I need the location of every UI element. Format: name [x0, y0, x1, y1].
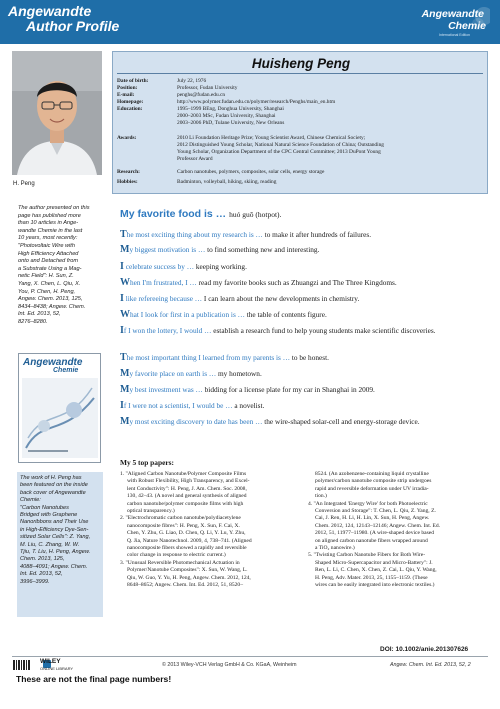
logo-subtitle: International Edition [439, 33, 470, 37]
qa-item [120, 353, 488, 363]
papers-heading: My 5 top papers: [120, 458, 174, 467]
note-line: 10 years, most recently: [18, 235, 78, 242]
qa-answer: keeping working. [194, 262, 247, 271]
paper-line: Ren, L. Li, C. Chen, X. Chen, Z. Cai, L. Qiu, Y. Wang, [315, 567, 437, 574]
qa-item [120, 385, 488, 395]
paper-line: Q. Jia, Nature Nanotechnol. 2009, 4, 738–741. (Aligned [127, 537, 252, 544]
section-title-line1: Angewandte [8, 3, 92, 19]
note-line: The author presented on this [18, 205, 90, 211]
header-banner [0, 0, 500, 44]
paper-line: Qiu, W. Guo, Y. Yu, H. Peng, Angew. Chem. 2012, 124, [127, 574, 251, 581]
field-value-awards-1: 2010 Li Foundation Heritage Prize; Young Scientist Award, Chinese Chemical Society; [177, 135, 366, 141]
paper-line: Chem. 2012, 124, 12143–12146; Angew. Chem. Int. Ed. [315, 522, 441, 529]
field-value-research: Carbon nanotubes, polymers, composites, solar cells, energy storage [177, 169, 325, 175]
paper-line: on aligned carbon nanotube fibers wrapped around [315, 537, 428, 544]
not-final-pages-notice: These are not the final page numbers! [16, 674, 172, 684]
field-value-hobbies: Badminton, volleyball, hiking, skiing, reading [177, 179, 277, 185]
cover-note-line: Tjiu, T. Liu, H. Peng, Angew. [20, 549, 91, 556]
journal-citation: Angew. Chem. Int. Ed. 2013, 52, 2 [390, 662, 471, 668]
paper-line: Chen, Y. Zhu, G. Liao, D. Chen, Q. Li, Y. Lu, Y. Zhu, [127, 530, 246, 537]
paper-line: color change in response to electric current.) [127, 552, 226, 559]
note-line: "Photovoltaic Wire with [18, 242, 75, 249]
qa-initial: I [120, 325, 124, 336]
logo-word-angewandte: Angewandte [421, 8, 484, 20]
paper-line: 5. "Twisting Carbon Nanotube Fibers for Both Wire- [308, 552, 426, 559]
cover-note-line: Int. Ed. 2013, 52, [20, 571, 63, 578]
qa-question: celebrate success by … [123, 262, 195, 271]
cover-note-line: The work of H. Peng has [20, 475, 82, 481]
note-line: High Efficiency Attached [18, 250, 79, 257]
field-label-research: Research: [117, 169, 140, 175]
qa-answer: the wire-shaped solar-cell and energy-storage device. [262, 417, 420, 426]
field-label-education: Education: [117, 106, 143, 112]
author-portrait [12, 51, 102, 175]
field-label-awards: Awards: [117, 135, 137, 141]
doi-link[interactable]: DOI: 10.1002/anie.201307626 [380, 646, 469, 653]
qa-answer: read my favorite books such as Zhuangzi and The Three Kingdoms. [196, 278, 397, 287]
qa-item [120, 230, 488, 240]
copyright-notice: © 2013 Wiley-VCH Verlag GmbH & Co. KGaA, Weinheim [162, 662, 297, 668]
field-label-position: Position: [117, 85, 138, 91]
qa-item [120, 294, 488, 304]
qa-answer: to find something new and interesting. [205, 245, 320, 254]
qa-answer: establish a research fund to help young students make scientific discoveries. [211, 326, 436, 335]
cover-note-line: M. Liu, C. Zhang, W. W. [20, 541, 80, 548]
paper-line: nanocomposite fibres": H. Peng, X. Sun, F. Cai, X. [127, 522, 240, 529]
qa-question: hat I look for first in a publication is … [130, 310, 245, 319]
paper-line: lent Conductivity": H. Peng, J. Am. Chem. Soc. 2008, [127, 485, 247, 492]
cover-note-line: Bridged with Graphene [20, 512, 78, 519]
qa-question: he most important thing I learned from my parents is … [126, 353, 291, 362]
qa-initial: W [120, 309, 130, 320]
qa-question: like refereeing because … [123, 294, 203, 303]
portrait-caption: H. Peng [13, 181, 35, 187]
qa-initial: M [120, 368, 130, 379]
field-label-email: E-mail: [117, 92, 135, 98]
note-line: 8434–8438; Angew. Chem. [18, 303, 86, 310]
qa-item [120, 310, 488, 320]
cover-note-line: in High-Efficiency Dye-Sen- [20, 526, 89, 533]
qa-initial: M [120, 416, 130, 427]
wiley-logo-subtitle: ONLINE LIBRARY [40, 666, 74, 671]
paper-line: optical transparency.) [127, 508, 175, 515]
qa-initial: M [120, 244, 130, 255]
paper-line: nanocomposite fibers showed a rapidly and reversible [127, 545, 247, 552]
note-line: netic Field": H. Sun, Z. [18, 273, 74, 280]
qa-question: f I were not a scientist, I would be … [123, 401, 233, 410]
qa-initial: T [120, 229, 127, 240]
portrait-illustration [12, 51, 102, 175]
qa-initial: T [120, 352, 127, 363]
qa-item [120, 278, 488, 288]
note-line: wandte Chemie in the last [18, 227, 83, 234]
paper-line: tion.) [315, 493, 327, 500]
field-value-awards-4: Professor Award [177, 156, 213, 162]
qa-answer: my hometown. [216, 369, 262, 378]
profile-info-box [112, 51, 488, 194]
field-label-hobbies: Hobbies: [117, 179, 138, 185]
note-line: Angew. Chem. 2013, 125, [18, 296, 83, 303]
note-line: than 10 articles in Ange- [18, 220, 79, 227]
field-value-position: Professor, Fudan University [177, 85, 238, 91]
cover-note-line: back cover of Angewandte [20, 489, 86, 496]
qa-answer: bidding for a license plate for my car in Shanghai in 2009. [202, 385, 375, 394]
paper-line: polymer/carbon nanotube composite strip undergoes [315, 478, 432, 485]
qa-question: hen I'm frustrated, I … [130, 278, 197, 287]
field-label-birth: Date of birth: [117, 78, 149, 84]
email-link[interactable]: penghs@fudan.edu.cn [177, 92, 226, 98]
cover-note-line: 4088–4091; Angew. Chem. [20, 563, 88, 570]
paper-line: 2012, 51, 11977–11980. (A wire-shaped device based [315, 530, 434, 537]
qa-question: y most exciting discovery to date has been … [129, 417, 263, 426]
qa-initial: I [120, 400, 124, 411]
qa-question: y favorite place on earth is … [129, 369, 217, 378]
paper-line: Polymer/Nanotube Composites": X. Sun, W. Wang, L. [127, 567, 248, 574]
cover-title-angewandte: Angewandte [23, 357, 83, 368]
qa-item [120, 401, 488, 411]
cover-note-line: "Carbon Nanotubes [20, 504, 69, 511]
qa-item [120, 326, 488, 336]
note-line: Int. Ed. 2013, 52, [18, 311, 61, 318]
qa-question: f I won the lottery, I would … [123, 326, 212, 335]
paper-line: Shaped Micro-Supercapacitor and Micro-Battery": J. [315, 559, 433, 566]
field-value-education-2: 2000–2003 MSc, Fudan University, Shanghai [177, 113, 276, 119]
note-line: 8276–8280. [18, 318, 48, 325]
cover-note-line: Chem. 2013, 125, [20, 556, 65, 563]
homepage-link[interactable]: http://www.polymer.fudan.edu.cn/polymer/research/Penghs/main_en.htm [177, 99, 336, 105]
author-name: Huisheng Peng [251, 56, 351, 71]
cover-artwork-icon [22, 378, 98, 458]
qa-item [120, 262, 488, 272]
qa-initial: I [120, 261, 124, 272]
paper-line: Cai, J. Ren, H. Li, H. Lin, X. Sun, H. Peng, Angew. [315, 515, 430, 522]
paper-line: H. Peng, Adv. Mater. 2013, 25, 1155–1159. (These [315, 574, 428, 581]
qa-question: y best investment was … [129, 385, 203, 394]
qa-item [120, 369, 488, 379]
section-title-line2: Author Profile [26, 18, 120, 34]
papers-column-right [308, 471, 440, 590]
paper-line: 8524. (An azobenzene-containing liquid crystalline [315, 471, 429, 477]
qa-initial: W [120, 277, 130, 288]
qa-initial: M [120, 384, 130, 395]
field-value-awards-3: Young Scholar, Organization Department of the CPC Central Committee; 2013 DuPont Young [177, 149, 381, 155]
paper-line: carbon nanotube/polymer composite films with high [127, 500, 244, 507]
inside-cover-note [17, 472, 103, 617]
papers-column-left [120, 471, 252, 590]
paper-line: 130, 42–43. (A novel and general synthesis of aligned [127, 493, 247, 500]
paper-line: 3. "Unusual Reversible Photomechanical Actuation in [120, 559, 240, 566]
qa-initial: I [120, 293, 124, 304]
paper-line: a TiO₂ nanowire.) [315, 545, 355, 552]
paper-line: with Robust Flexibility, High Transparency, and Excel- [127, 478, 250, 485]
paper-line: wires can be easily integrated into electronic textiles.) [315, 582, 435, 589]
cover-note-line: 3996–3999. [20, 578, 50, 585]
cover-note-line: sitized Solar Cells": Z. Yang, [20, 534, 91, 541]
cover-note-line: Chemie: [20, 497, 41, 504]
recent-publication-note [18, 205, 98, 327]
qa-answer: to be honest. [290, 353, 329, 362]
cover-title-chemie: Chemie [53, 367, 79, 374]
cover-note-line: Nanoribbons and Their Use [20, 519, 89, 526]
favorite-food-line [120, 208, 281, 220]
qa-answer: I can learn about the new developments in chemistry. [202, 294, 360, 303]
field-value-education-3: 2003–2006 PhD, Tulane University, New Orleans [177, 120, 285, 126]
field-value-birth: July 22, 1976 [177, 78, 207, 84]
note-line: a Substrate Using a Mag- [18, 265, 82, 272]
field-label-homepage: Homepage: [117, 99, 144, 105]
paper-line: Conversion and Storage": T. Chen, L. Qiu, Z. Yang, Z. [315, 508, 436, 515]
footer-divider [12, 656, 488, 657]
favorite-food-answer: huó guō (hotpot). [229, 210, 282, 219]
qa-question: y biggest motivation is … [129, 245, 206, 254]
favorite-food-question: My favorite food is … [120, 208, 227, 220]
qa-answer: to make it after hundreds of failures. [262, 230, 372, 239]
journal-cover-thumbnail[interactable] [18, 353, 101, 463]
wiley-logo-text: WILEY [40, 658, 61, 665]
note-line: page has published more [18, 212, 81, 219]
paper-line: 1. "Aligned Carbon Nanotube/Polymer Composite Films [120, 471, 247, 477]
qa-question: he most exciting thing about my research is … [126, 230, 263, 239]
qa-item [120, 245, 488, 255]
paper-line: 2. "Electrochromatic carbon nanotube/polydiacetylene [120, 515, 241, 522]
qa-item [120, 417, 488, 427]
field-value-education-1: 1995–1999 BEng, Donghua University, Shanghai [177, 106, 284, 112]
paper-line: 4. "An Integrated 'Energy Wire' for both Photoelectric [308, 500, 428, 507]
cover-note-line: been featured on the inside [20, 482, 88, 489]
qa-answer: the table of contents figure. [244, 310, 327, 319]
note-line: Yang, X. Chen, L. Qiu, X. [18, 280, 81, 287]
paper-line: 8648–8652; Angew. Chem. Int. Ed. 2012, 51, 8520– [127, 582, 243, 589]
logo-word-chemie: Chemie [448, 20, 486, 32]
name-divider [117, 73, 483, 74]
note-line: onto and Detached from [18, 258, 79, 265]
paper-line: rapid and reversible deformation under UV irradia- [315, 485, 429, 492]
qa-answer: a novelist. [232, 401, 265, 410]
note-line: You, P. Chen, H. Peng, [18, 288, 76, 295]
field-value-awards-2: 2012 Distinguished Young Scholar, National Natural Science Foundation of China; Outstanding [177, 142, 385, 148]
